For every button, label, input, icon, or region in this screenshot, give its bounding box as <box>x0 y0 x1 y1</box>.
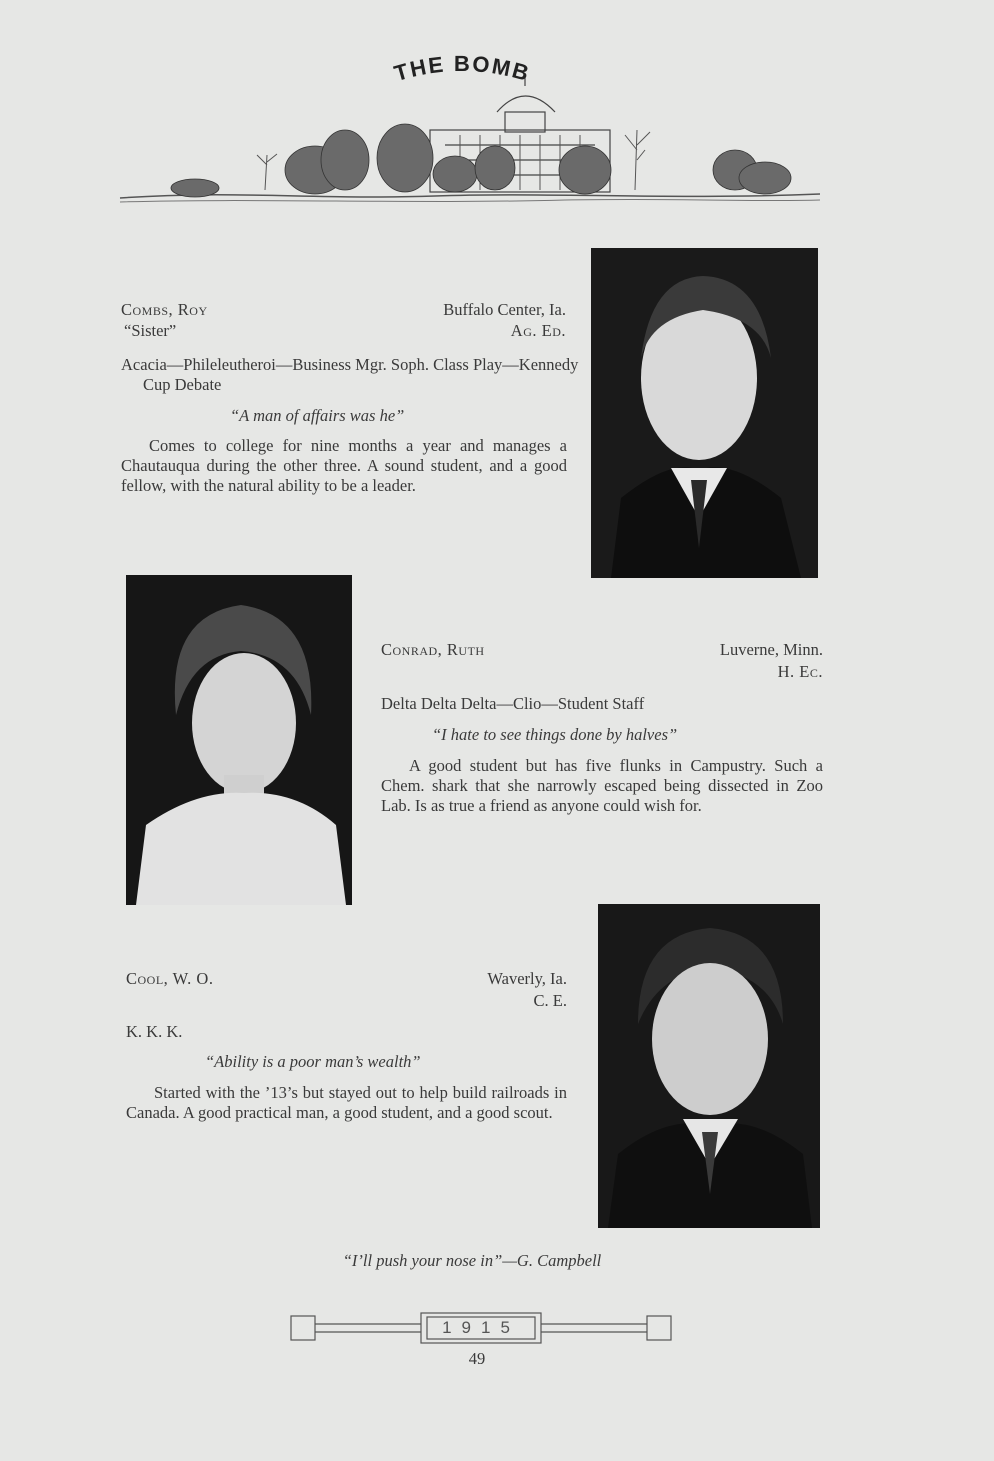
entry-2-activities: Delta Delta Delta—Clio—Student Staff <box>381 694 645 713</box>
entry-1-nickname: “Sister” <box>124 321 177 340</box>
header-title: THE BOMB <box>391 50 534 87</box>
entry-3-bio: Started with the ’13’s but stayed out to help build railroads in Canada. A good practical man, a good student, and a good scout. <box>126 1083 567 1122</box>
year-banner <box>287 1310 675 1346</box>
entry-3-course: C. E. <box>533 991 567 1010</box>
entry-1-portrait <box>591 248 818 578</box>
footer-quote: “I’ll push your nose in”—G. Campbell <box>342 1251 602 1270</box>
entry-3-hometown: Waverly, Ia. <box>487 969 567 988</box>
header-illustration <box>115 50 827 210</box>
entry-2-quote: “I hate to see things done by halves” <box>432 725 678 744</box>
entry-1-course: Ag. Ed. <box>510 321 566 340</box>
entry-1-activities: Acacia—Phileleutheroi—Business Mgr. Soph. Class Play—Kennedy Cup Debate <box>121 355 579 394</box>
page-number: 49 <box>468 1349 486 1368</box>
trees-icon <box>171 124 791 197</box>
entry-2-course: H. Ec. <box>777 662 823 681</box>
entry-2-portrait <box>126 575 352 905</box>
entry-3-name: Cool, W. O. <box>126 969 214 988</box>
entry-3-portrait <box>598 904 820 1228</box>
entry-1-quote: “A man of affairs was he” <box>230 406 405 425</box>
entry-3-activities: K. K. K. <box>126 1022 183 1041</box>
entry-1-bio: Comes to college for nine months a year and manages a Chautauqua during the other three. A sound student, and a good fellow, with the natural ability to be a leader. <box>121 436 567 495</box>
svg-text:THE BOMB <box>391 51 533 86</box>
entry-1-name: Combs, Roy <box>121 300 208 319</box>
entry-2-name: Conrad, Ruth <box>381 640 485 659</box>
entry-1-hometown: Buffalo Center, Ia. <box>443 300 566 319</box>
entry-2-hometown: Luverne, Minn. <box>719 640 823 659</box>
year-text: 1915 <box>442 1318 520 1337</box>
entry-3-quote: “Ability is a poor man’s wealth” <box>205 1052 421 1071</box>
entry-2-bio: A good student but has five flunks in Campustry. Such a Chem. shark that she narrowly escaped being dissected in Zoo Lab. Is as true a friend as anyone could wish for. <box>381 756 823 815</box>
